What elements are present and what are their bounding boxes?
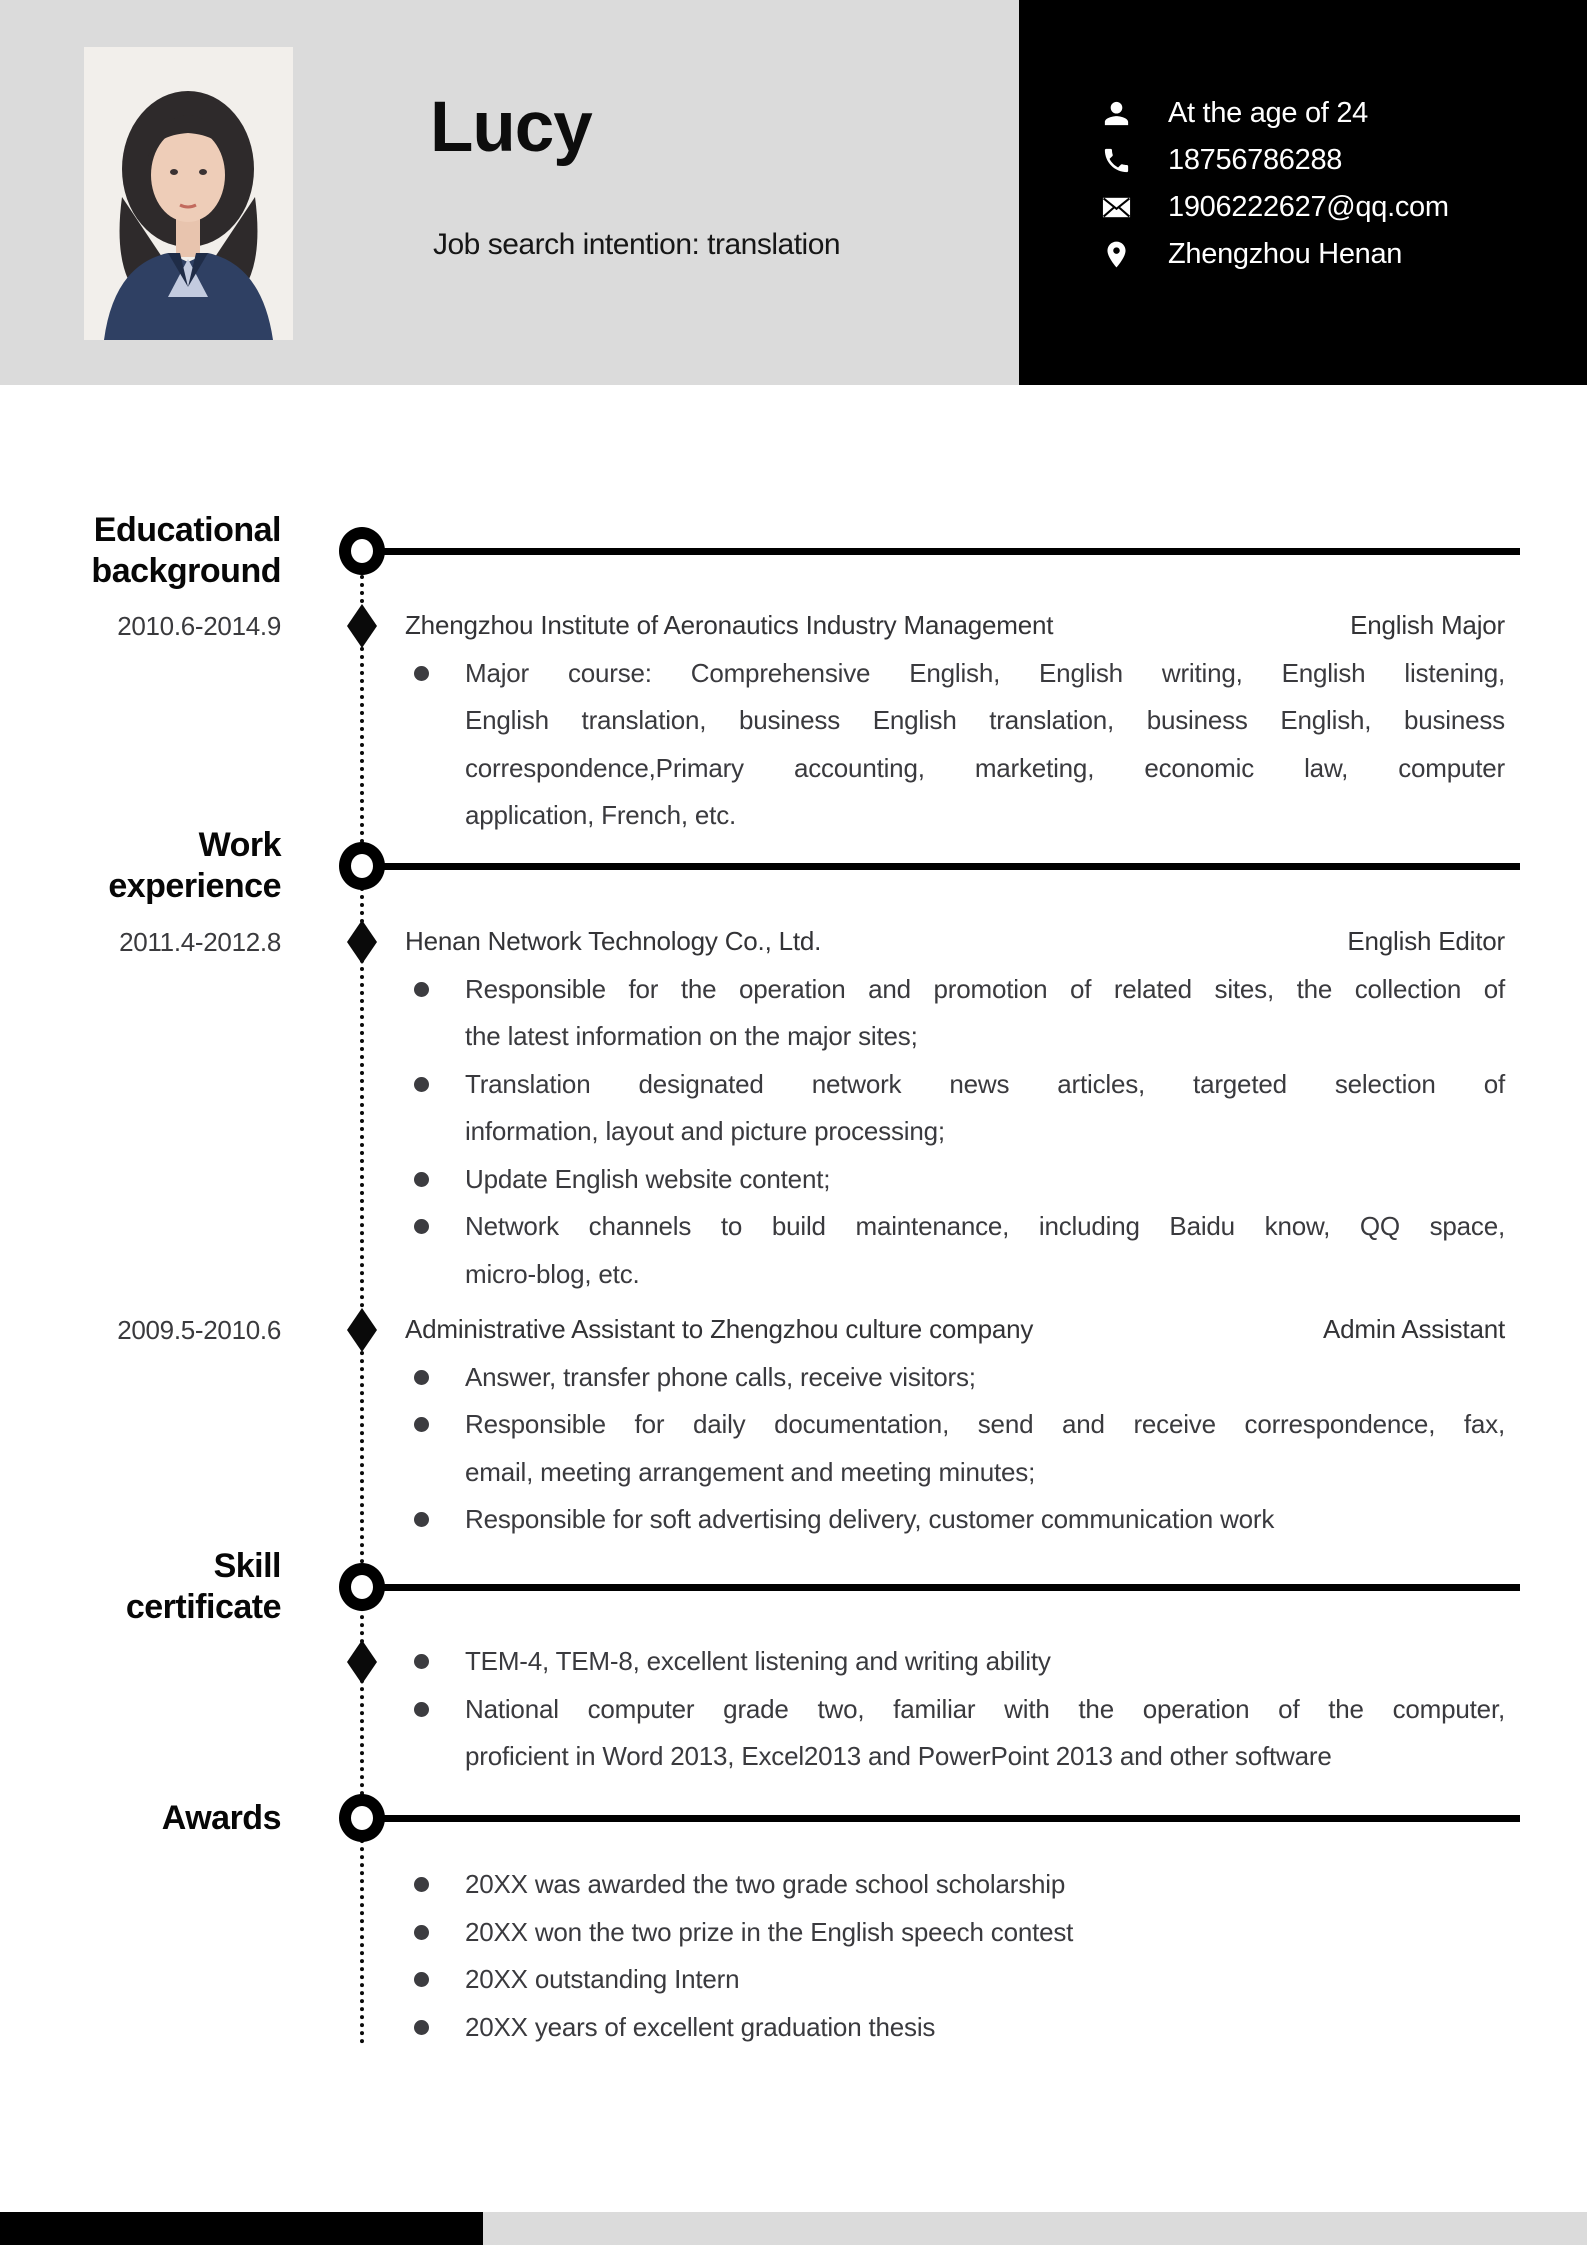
- entry-role: English Major: [1350, 610, 1505, 640]
- entry-title: Henan Network Technology Co., Ltd.: [405, 926, 822, 956]
- resume-entry: [405, 602, 1505, 840]
- resume-entry: [405, 1306, 1505, 1544]
- bullet-line: 20XX won the two prize in the English speech contest: [465, 1916, 1074, 1947]
- bullet-item: [405, 1638, 1505, 1686]
- bullet-dot-icon: [414, 1702, 429, 1717]
- phone-icon: [1101, 145, 1132, 176]
- bullet-dot-icon: [414, 2020, 429, 2035]
- bullet-line: Responsible for the operation and promotion of related sites, the collection of: [465, 973, 1505, 1004]
- bullet-line: Responsible for daily documentation, send and receive correspondence, fax,: [465, 1409, 1505, 1439]
- bullet-line: application, French, etc.: [465, 800, 737, 830]
- bullet-item: [405, 1686, 1505, 1781]
- bullet-line: 20XX years of excellent graduation thesis: [465, 2011, 936, 2042]
- contact-text: Zhengzhou Henan: [1168, 237, 1403, 270]
- bullet-line: email, meeting arrangement and meeting minutes;: [465, 1456, 1036, 1487]
- timeline-diamond-marker: [347, 920, 377, 964]
- bullet-item: [405, 1956, 1505, 2004]
- resume-entry: [405, 1638, 1505, 1781]
- contact-row: [1101, 94, 1368, 132]
- timeline-rule: [362, 548, 1520, 555]
- timeline-node: [339, 527, 385, 575]
- bullet-item: [405, 1909, 1505, 1957]
- timeline-rule: [362, 1584, 1520, 1591]
- bullet-item: [405, 966, 1505, 1061]
- bullet-line: Translation designated network news articles, targeted selection of: [465, 1068, 1505, 1099]
- entry-date: 2011.4-2012.8: [119, 927, 281, 957]
- bullet-dot-icon: [414, 1172, 429, 1187]
- resume-entry: [405, 1861, 1505, 2051]
- person-icon: [1101, 98, 1132, 129]
- profile-photo: [84, 47, 293, 340]
- contact-text: 18756786288: [1168, 143, 1343, 176]
- timeline-node: [339, 1563, 385, 1611]
- bullet-item: [405, 650, 1505, 840]
- bullet-line: correspondence,Primary accounting, marketing, economic law, computer: [465, 752, 1505, 783]
- bullet-dot-icon: [414, 666, 429, 681]
- bullet-item: [405, 2004, 1505, 2052]
- bullet-line: Network channels to build maintenance, including Baidu know, QQ space,: [465, 1211, 1505, 1241]
- timeline-diamond-marker: [347, 604, 377, 648]
- location-icon: [1101, 239, 1132, 270]
- bullet-dot-icon: [414, 1877, 429, 1892]
- section-title: Awards: [161, 1798, 281, 1837]
- bullet-line: Answer, transfer phone calls, receive visitors;: [465, 1361, 976, 1392]
- bullet-item: [405, 1354, 1505, 1402]
- entry-title-row: [405, 1306, 1505, 1354]
- bullet-line: micro-blog, etc.: [465, 1258, 640, 1289]
- candidate-name: Lucy: [430, 88, 592, 167]
- contact-row: [1101, 188, 1449, 226]
- bullet-dot-icon: [414, 982, 429, 997]
- bullet-dot-icon: [414, 1512, 429, 1527]
- bullet-line: the latest information on the major sites;: [465, 1021, 918, 1051]
- bullet-line: information, layout and picture processing;: [465, 1116, 945, 1146]
- bullet-item: [405, 1861, 1505, 1909]
- section-title: Skill certificate: [125, 1547, 281, 1626]
- job-intention: Job search intention: translation: [433, 228, 841, 261]
- bullet-dot-icon: [414, 1925, 429, 1940]
- section-title: Educational background: [91, 511, 281, 590]
- section-title: Work experience: [108, 826, 281, 905]
- resume-entry: [405, 918, 1505, 1298]
- bullet-item: [405, 1156, 1505, 1204]
- bullet-item: [405, 1496, 1505, 1544]
- entry-role: Admin Assistant: [1323, 1314, 1505, 1344]
- contact-text: At the age of 24: [1168, 96, 1368, 129]
- bullet-dot-icon: [414, 1077, 429, 1092]
- contact-text: 1906222627@qq.com: [1168, 190, 1449, 223]
- bullet-item: [405, 1061, 1505, 1156]
- contact-row: [1101, 141, 1342, 179]
- timeline-diamond-marker: [347, 1308, 377, 1352]
- entry-title-row: [405, 918, 1505, 966]
- footer-gray-bar: [483, 2212, 1587, 2245]
- bullet-line: English translation, business English translation, business English, business: [465, 705, 1505, 735]
- entry-title: Administrative Assistant to Zhengzhou culture company: [405, 1314, 1034, 1344]
- bullet-line: TEM-4, TEM-8, excellent listening and writing ability: [465, 1646, 1051, 1676]
- bullet-dot-icon: [414, 1370, 429, 1385]
- bullet-dot-icon: [414, 1417, 429, 1432]
- timeline-diamond-marker: [347, 1640, 377, 1684]
- timeline-node: [339, 842, 385, 890]
- entry-title-row: [405, 602, 1505, 650]
- bullet-line: Major course: Comprehensive English, English writing, English listening,: [465, 657, 1505, 688]
- timeline-rule: [362, 863, 1520, 870]
- timeline-node: [339, 1794, 385, 1842]
- entry-role: English Editor: [1347, 926, 1505, 956]
- entry-date: 2010.6-2014.9: [117, 611, 281, 641]
- bullet-dot-icon: [414, 1972, 429, 1987]
- bullet-item: [405, 1203, 1505, 1298]
- bullet-line: Update English website content;: [465, 1163, 831, 1194]
- contact-row: [1101, 235, 1402, 273]
- bullet-dot-icon: [414, 1654, 429, 1669]
- bullet-line: proficient in Word 2013, Excel2013 and PowerPoint 2013 and other software: [465, 1741, 1332, 1771]
- mail-icon: [1101, 192, 1132, 223]
- bullet-line: 20XX outstanding Intern: [465, 1964, 740, 1994]
- bullet-item: [405, 1401, 1505, 1496]
- entry-date: 2009.5-2010.6: [117, 1315, 281, 1345]
- bullet-line: Responsible for soft advertising delivery, customer communication work: [465, 1504, 1275, 1534]
- bullet-line: 20XX was awarded the two grade school scholarship: [465, 1869, 1066, 1899]
- bullet-line: National computer grade two, familiar with the operation of the computer,: [465, 1693, 1505, 1724]
- bullet-dot-icon: [414, 1219, 429, 1234]
- footer-black-bar: [0, 2212, 483, 2245]
- timeline-rule: [362, 1815, 1520, 1822]
- entry-title: Zhengzhou Institute of Aeronautics Industry Management: [405, 610, 1054, 640]
